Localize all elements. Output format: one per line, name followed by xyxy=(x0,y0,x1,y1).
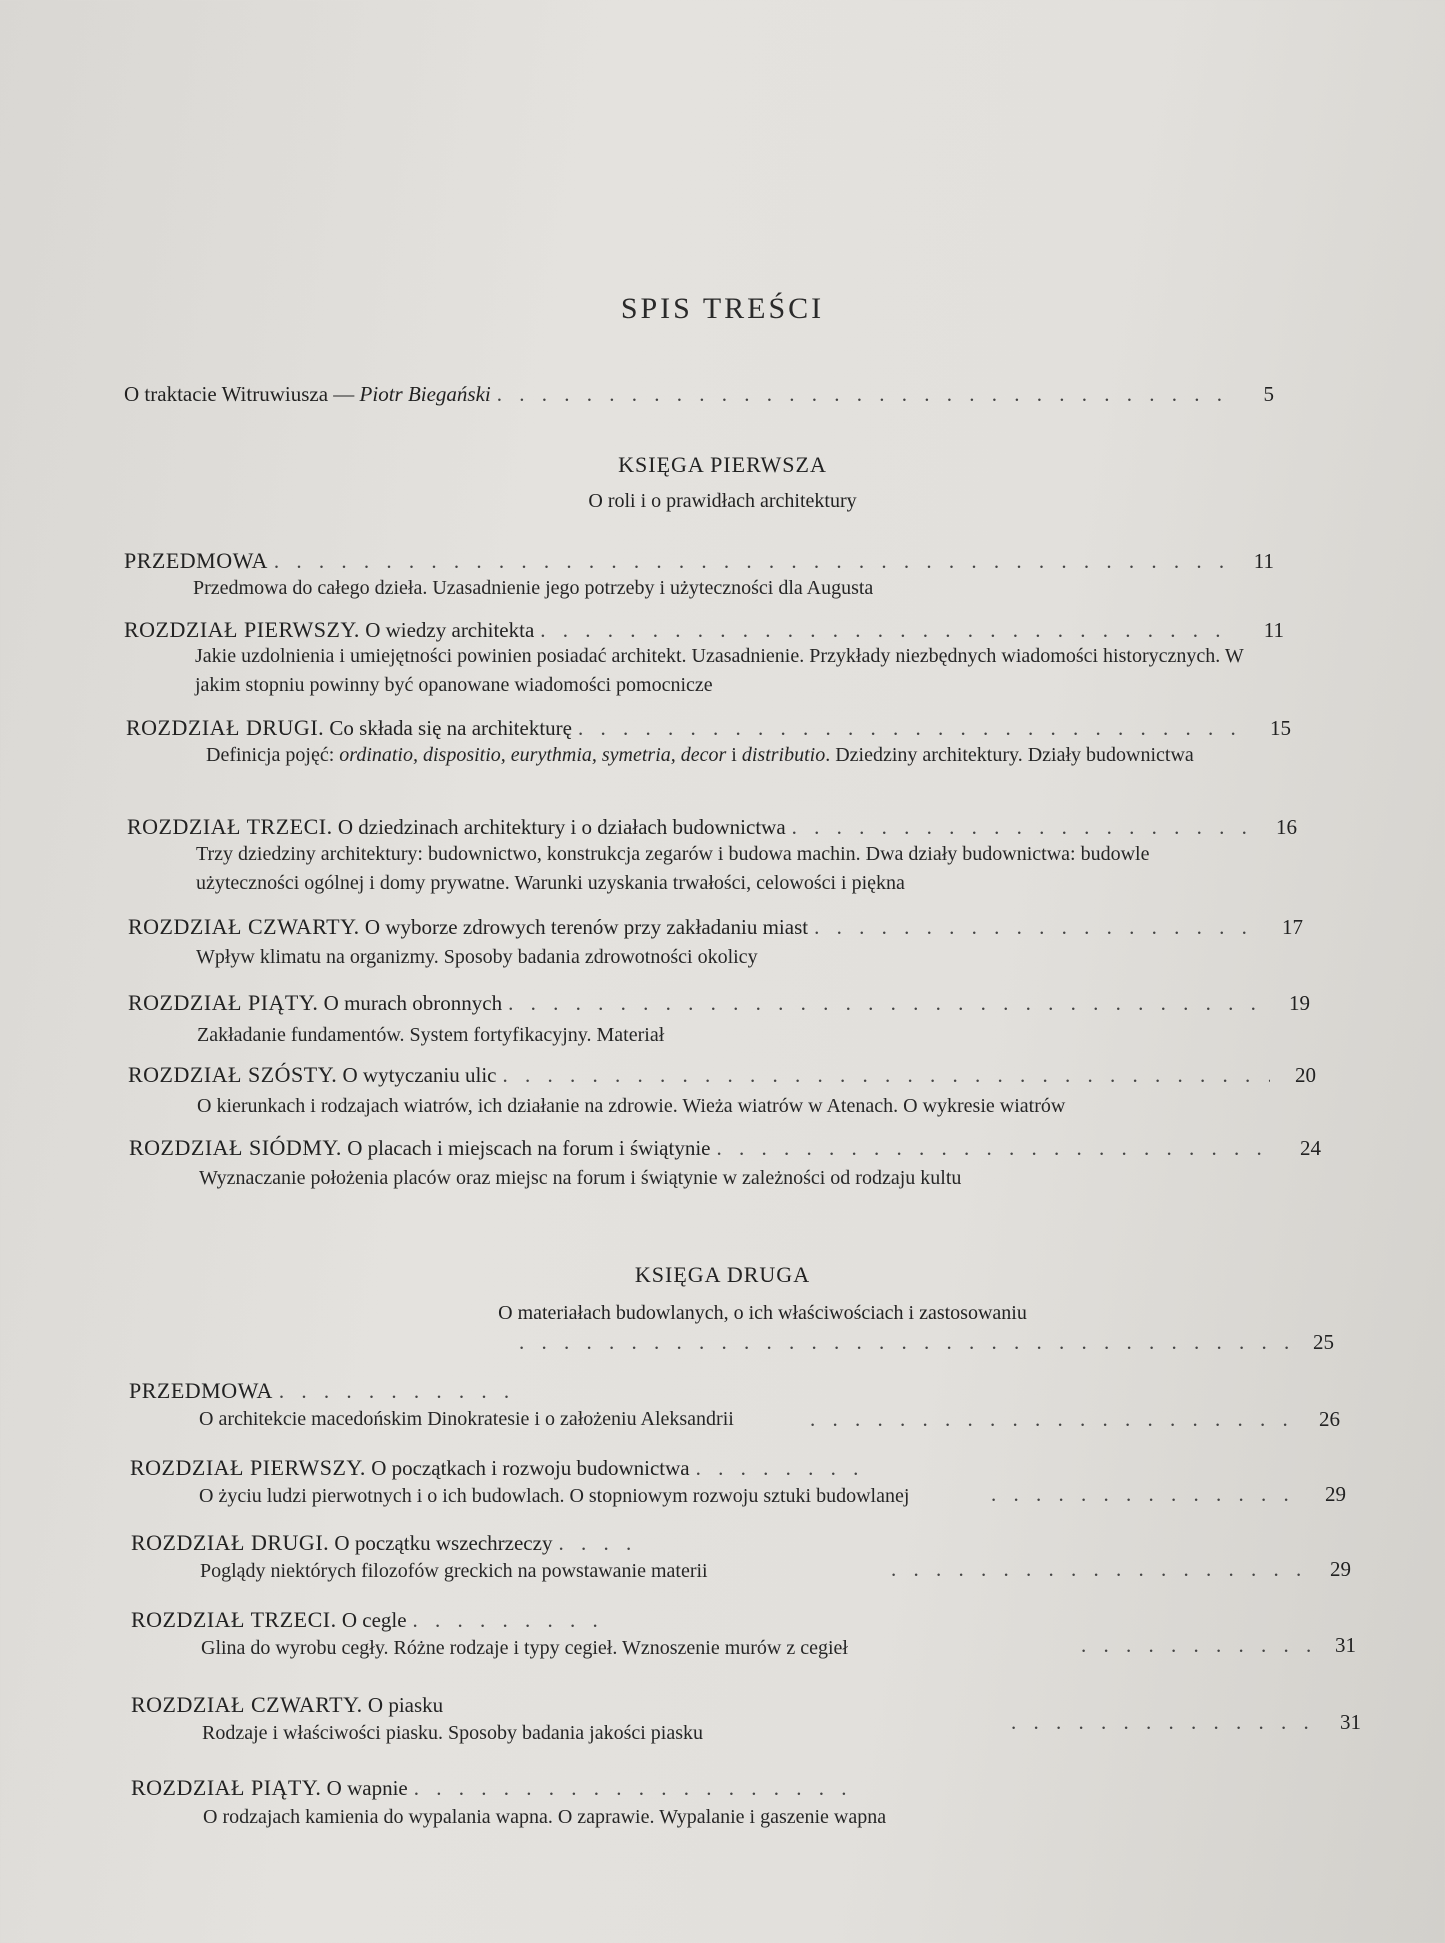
page-number: 25 xyxy=(1313,1330,1334,1354)
toc-entry xyxy=(128,1062,1316,1088)
toc-entry xyxy=(131,1775,871,1801)
entry-description: Definicja pojęć: ordinatio, dispositio, eurythmia, symetria, decor i distributio. Dziedziny architektury. Działy budownictwa xyxy=(206,744,1194,766)
leader-dots xyxy=(414,1776,865,1801)
entry-description: Glina do wyrobu cegły. Różne rodzaje i typy cegieł. Wznoszenie murów z cegieł xyxy=(201,1637,848,1659)
entry-description: Trzy dziedziny architektury: budownictwo, konstrukcja zegarów i budowa machin. Dwa działy budownictwa: budowle użyteczności ogólnej i domy prywatne. Warunki uzyskania trwałości, celowości i piękna xyxy=(196,843,1150,894)
entry-title: O wiedzy architekta xyxy=(365,618,535,642)
entry-title: O początkach i rozwoju budownictwa xyxy=(371,1456,690,1480)
entry-description: Poglądy niektórych filozofów greckich na powstawanie materii xyxy=(200,1560,708,1582)
leader-dots xyxy=(279,1379,523,1404)
entry-heading: PRZEDMOWA xyxy=(124,548,268,573)
leader-dots xyxy=(991,1482,1300,1507)
toc-entry xyxy=(131,1557,1351,1582)
entry-heading: ROZDZIAŁ SZÓSTY. xyxy=(128,1062,338,1087)
entry-heading: ROZDZIAŁ TRZECI. xyxy=(131,1607,337,1632)
entry-description: O życiu ludzi pierwotnych i o ich budowlach. O stopniowym rozwoju sztuki budowlanej xyxy=(199,1485,910,1507)
entry-heading: ROZDZIAŁ DRUGI. xyxy=(126,715,325,740)
leader-dots xyxy=(540,618,1238,643)
entry-title: O wyborze zdrowych terenów przy zakładaniu miast xyxy=(364,915,809,939)
toc-entry xyxy=(130,1455,870,1481)
entry-heading: ROZDZIAŁ PIERWSZY. xyxy=(124,617,360,642)
entry-description: Jakie uzdolnienia i umiejętności powinien posiadać architekt. Uzasadnienie. Przykłady niezbędnych wiadomości historycznych. W jakim stopniu powinny być opanowane wiadomości pomocnicze xyxy=(195,645,1244,696)
page-number: 11 xyxy=(1253,549,1274,573)
page-number: 26 xyxy=(1319,1407,1340,1431)
entry-heading: ROZDZIAŁ PIĄTY. xyxy=(128,990,319,1015)
entry-description: O kierunkach i rodzajach wiatrów, ich działanie na zdrowie. Wieża wiatrów w Atenach. O wykresie wiatrów xyxy=(197,1095,1066,1117)
toc-entry xyxy=(131,1710,1361,1735)
toc-entry xyxy=(129,1378,529,1404)
entry-title: O wytyczaniu ulic xyxy=(342,1063,497,1087)
leader-dots xyxy=(508,991,1264,1016)
entry-heading: ROZDZIAŁ PIĄTY. xyxy=(131,1775,322,1800)
page-number: 19 xyxy=(1289,991,1310,1015)
toc-entry xyxy=(128,990,1310,1016)
toc-entry xyxy=(128,914,1303,940)
book-subtitle: O roli i o prawidłach architektury xyxy=(588,490,857,512)
toc-entry xyxy=(124,548,1274,574)
leader-dots xyxy=(578,716,1245,741)
entry-title: O początku wszechrzeczy xyxy=(334,1531,553,1555)
leader-dots xyxy=(716,1136,1275,1161)
entry-description: O rodzajach kamienia do wypalania wapna. O zaprawie. Wypalanie i gaszenie wapna xyxy=(203,1806,887,1828)
toc-entry xyxy=(129,1330,1334,1355)
leader-dots xyxy=(891,1557,1305,1582)
entry-heading: ROZDZIAŁ TRZECI. xyxy=(127,814,333,839)
leader-dots xyxy=(810,1407,1294,1432)
page-title: SPIS TREŚCI xyxy=(620,292,825,325)
leader-dots xyxy=(274,549,1228,574)
leader-dots xyxy=(558,1531,645,1556)
page-number: 16 xyxy=(1276,815,1297,839)
leader-dots xyxy=(814,915,1257,940)
page-number: 5 xyxy=(1263,382,1274,406)
toc-entry xyxy=(131,1607,611,1633)
book-subtitle: O materiałach budowlanych, o ich właściwościach i zastosowaniu xyxy=(498,1302,1027,1324)
page-number: 15 xyxy=(1270,716,1291,740)
entry-title: O wapnie xyxy=(326,1776,408,1800)
leader-dots xyxy=(502,1063,1270,1088)
page-number: 31 xyxy=(1340,1710,1361,1734)
leader-dots xyxy=(696,1456,864,1481)
entry-description: Wpływ klimatu na organizmy. Sposoby badania zdrowotności okolicy xyxy=(196,946,758,968)
page-number: 17 xyxy=(1282,915,1303,939)
page-number: 20 xyxy=(1295,1063,1316,1087)
entry-description: O architekcie macedońskim Dinokratesie i o założeniu Aleksandrii xyxy=(199,1408,734,1430)
entry-description: Przedmowa do całego dzieła. Uzasadnienie jego potrzeby i użyteczności dla Augusta xyxy=(193,577,874,599)
entry-heading: ROZDZIAŁ SIÓDMY. xyxy=(129,1135,342,1160)
entry-heading: ROZDZIAŁ DRUGI. xyxy=(131,1530,330,1555)
leader-dots xyxy=(792,815,1251,840)
leader-dots xyxy=(413,1608,605,1633)
toc-entry xyxy=(129,1135,1321,1161)
intro-author: Piotr Biegański xyxy=(359,382,491,406)
page-number: 11 xyxy=(1263,618,1284,642)
leader-dots xyxy=(1011,1710,1315,1735)
entry-heading: ROZDZIAŁ CZWARTY. xyxy=(131,1692,363,1717)
toc-entry xyxy=(124,617,1284,643)
entry-title: O dziedzinach architektury i o działach budownictwa xyxy=(337,815,786,839)
leader-dots xyxy=(519,1330,1288,1355)
entry-heading: ROZDZIAŁ CZWARTY. xyxy=(128,914,360,939)
entry-title: O cegle xyxy=(341,1608,407,1632)
entry-description: Wyznaczanie położenia placów oraz miejsc na forum i świątynie w zależności od rodzaju kultu xyxy=(199,1167,962,1189)
entry-heading: ROZDZIAŁ PIERWSZY. xyxy=(130,1455,366,1480)
toc-entry xyxy=(131,1482,1346,1507)
page-number: 31 xyxy=(1335,1633,1356,1657)
page-number: 29 xyxy=(1330,1557,1351,1581)
toc-entry xyxy=(130,1407,1340,1432)
toc-entry xyxy=(131,1633,1356,1658)
toc-entry xyxy=(131,1530,651,1556)
intro-text: O traktacie Witruwiusza — xyxy=(124,382,360,406)
page-number: 29 xyxy=(1325,1482,1346,1506)
toc-entry-intro xyxy=(124,382,1274,407)
book-title: KSIĘGA DRUGA xyxy=(634,1262,811,1287)
entry-title: O piasku xyxy=(367,1693,444,1717)
entry-description: Zakładanie fundamentów. System fortyfikacyjny. Materiał xyxy=(197,1024,665,1046)
entry-heading: PRZEDMOWA xyxy=(129,1378,273,1403)
entry-title: O murach obronnych xyxy=(323,991,503,1015)
toc-entry xyxy=(126,715,1291,741)
book-title: KSIĘGA PIERWSZA xyxy=(618,452,827,477)
entry-description: Rodzaje i właściwości piasku. Sposoby badania jakości piasku xyxy=(202,1722,704,1744)
leader-dots xyxy=(1081,1633,1310,1658)
leader-dots xyxy=(497,382,1228,407)
page-number: 24 xyxy=(1300,1136,1321,1160)
toc-entry xyxy=(127,814,1297,840)
entry-title: Co składa się na architekturę xyxy=(329,716,572,740)
entry-title: O placach i miejscach na forum i świątynie xyxy=(347,1136,711,1160)
